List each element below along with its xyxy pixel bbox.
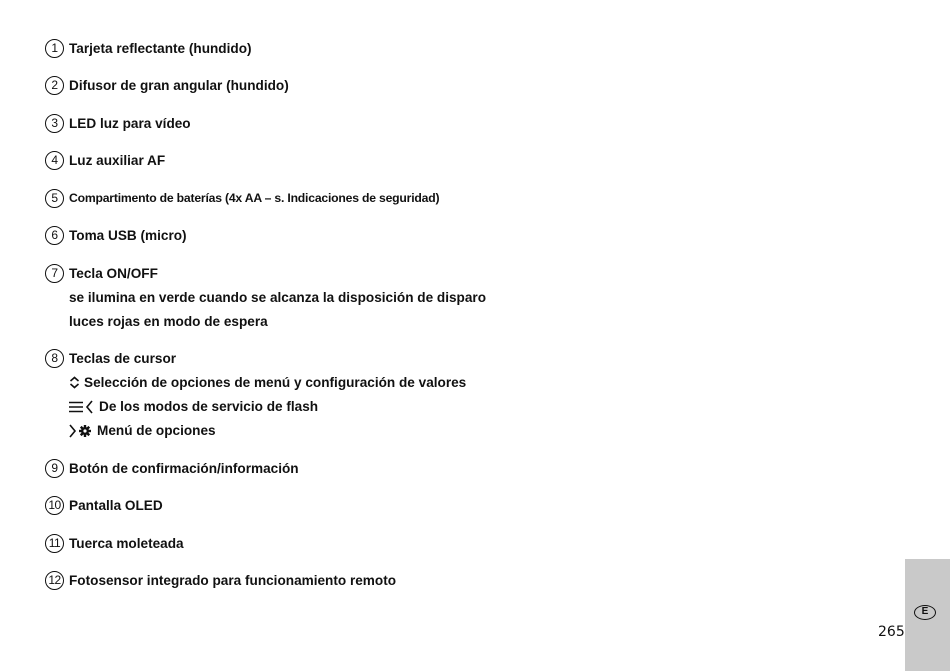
circled-number: 5 [45,189,64,208]
sub-line [69,419,605,443]
sub-line [69,285,605,309]
sub-line [69,309,605,333]
list-item [45,494,605,518]
sub-text: Selección de opciones de menú y configuración de valores [84,375,467,390]
list-item [45,531,605,555]
item-label: Pantalla OLED [69,498,163,513]
item-label: Difusor de gran angular (hundido) [69,78,289,93]
sub-text: luces rojas en modo de espera [69,313,268,329]
item-label: Fotosensor integrado para funcionamiento remoto [69,573,397,588]
list-item [45,186,605,210]
sub-text: Menú de opciones [97,423,216,438]
circled-number: 9 [45,459,64,478]
menu-left-arrow-icon [69,400,95,414]
item-label: Toma USB (micro) [69,228,187,243]
item-label: Teclas de cursor [69,351,177,366]
sub-line [69,371,605,395]
list-item [45,224,605,248]
circled-number: 7 [45,264,64,283]
page-number: 265 [878,624,905,640]
list-item [45,149,605,173]
list-item [45,456,605,480]
language-badge: E [914,605,936,620]
item-label: LED luz para vídeo [69,115,191,131]
list-item [45,261,605,333]
list-item [45,36,605,60]
circled-number: 2 [45,76,64,95]
circled-number: 6 [45,226,64,245]
item-label: Luz auxiliar AF [69,153,166,168]
circled-number: 1 [45,39,64,58]
circled-number: 4 [45,151,64,170]
sub-text: De los modos de servicio de flash [99,399,319,414]
list-item [45,569,605,593]
circled-number: 3 [45,114,64,133]
circled-number: 11 [45,534,64,553]
right-arrow-gear-icon [69,424,93,438]
circled-number: 10 [45,496,64,515]
legend-list [45,36,605,593]
sub-text: se ilumina en verde cuando se alcanza la disposición de disparo [69,289,487,305]
item-label: Tecla ON/OFF [69,265,158,281]
item-label: Tarjeta reflectante (hundido) [69,40,252,56]
language-side-tab [905,559,950,671]
circled-number: 8 [45,349,64,368]
up-down-arrow-icon [69,376,80,389]
sub-line [69,395,605,419]
item-label: Tuerca moleteada [69,535,184,551]
circled-number: 12 [45,571,64,590]
item-label: Compartimento de baterías (4x AA – s. Indicaciones de seguridad) [69,191,440,205]
item-label: Botón de confirmación/información [69,460,299,476]
list-item [45,74,605,98]
list-item [45,347,605,443]
list-item [45,111,605,135]
